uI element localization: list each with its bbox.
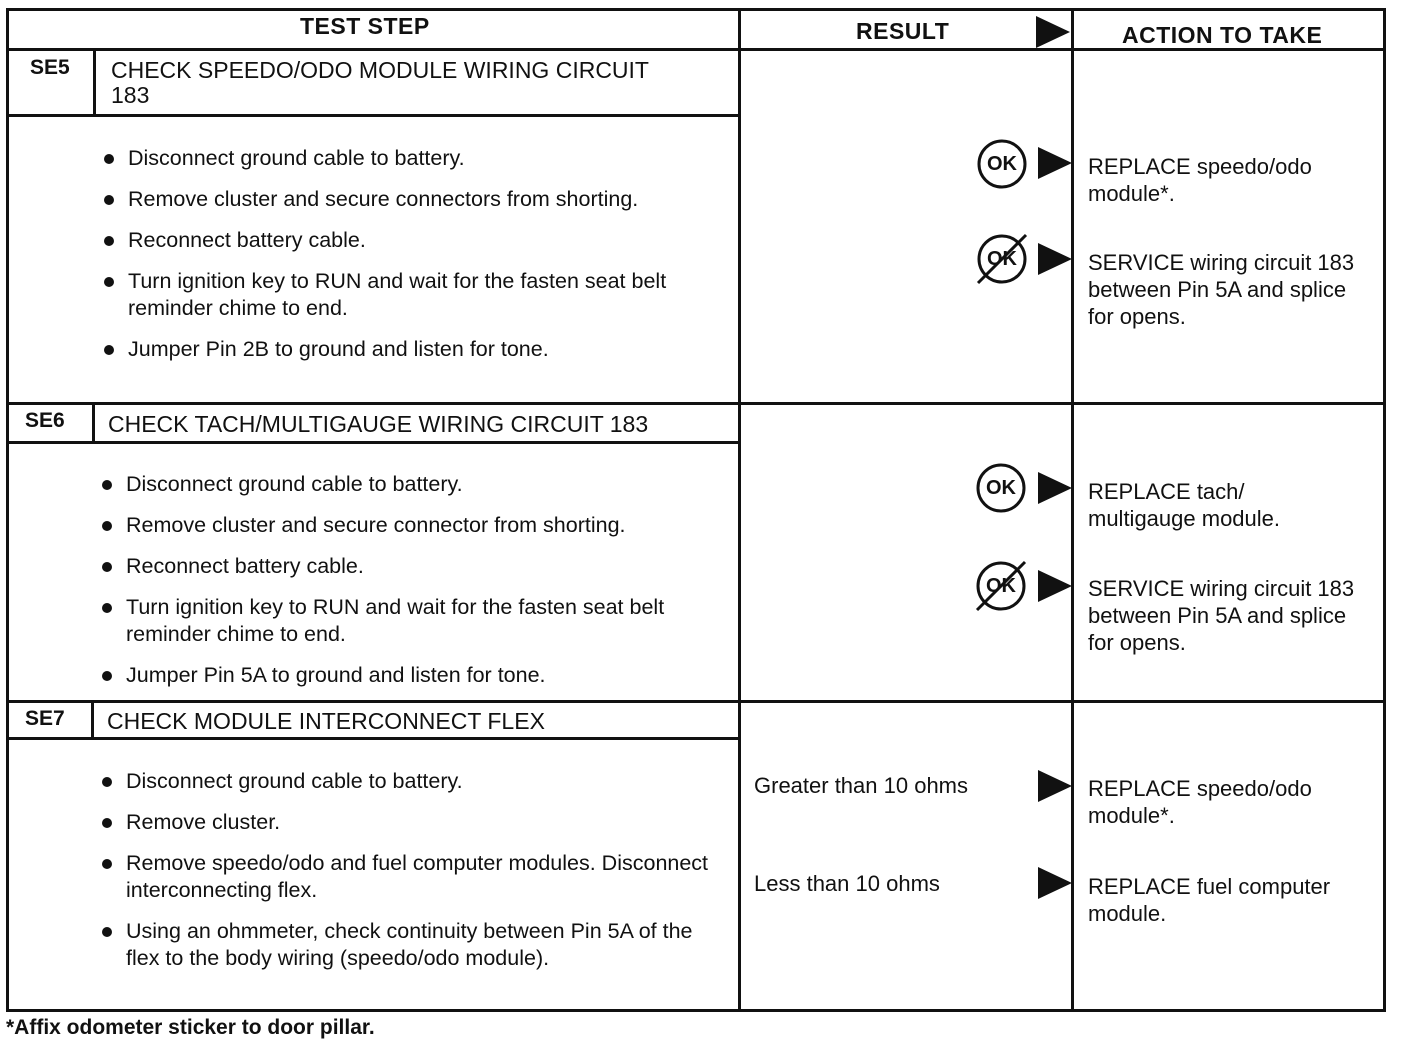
code-divider-se7 [91, 700, 94, 739]
result-text: Less than 10 ohms [754, 871, 940, 896]
bullet-item: Remove cluster and secure connector from shorting. [100, 512, 730, 539]
bullet-item: Disconnect ground cable to battery. [102, 145, 712, 172]
title-box-bottom-se7 [6, 737, 741, 740]
bullet-item: Remove cluster. [100, 809, 710, 836]
ok-icon [976, 138, 1028, 190]
footnote: *Affix odometer sticker to door pillar. [6, 1016, 375, 1039]
bullet-item: Jumper Pin 5A to ground and listen for tone. [100, 662, 730, 689]
step-title-se6: CHECK TACH/MULTIGAUGE WIRING CIRCUIT 183 [108, 411, 649, 437]
bullet-item: Using an ohmmeter, check continuity between Pin 5A of the flex to the body wiring (speedo/odo module). [100, 918, 710, 972]
bullet-item: Disconnect ground cable to battery. [100, 768, 710, 795]
step-title-line2: 183 [111, 82, 150, 108]
bullet-item: Reconnect battery cable. [100, 553, 730, 580]
action-text: REPLACE tach/ multigauge module. [1088, 479, 1281, 531]
result-arrow-icon [1038, 147, 1072, 179]
bullet-item: Jumper Pin 2B to ground and listen for tone. [102, 336, 712, 363]
code-divider-se5 [93, 48, 96, 116]
result-arrow-icon [1038, 867, 1072, 899]
ok-icon [975, 462, 1027, 514]
not-ok-icon [976, 233, 1028, 285]
title-box-bottom-se5 [6, 114, 741, 117]
header-arrow-icon [1036, 16, 1070, 48]
result-arrow-icon [1038, 770, 1072, 802]
step-title-se7: CHECK MODULE INTERCONNECT FLEX [107, 708, 545, 734]
ok-label: OK [986, 477, 1016, 499]
title-box-bottom-se6 [6, 441, 741, 444]
ok-label: OK [987, 153, 1017, 175]
result-arrow-icon [1038, 472, 1072, 504]
step-bullets-se6 [100, 471, 730, 703]
bullet-item: Remove speedo/odo and fuel computer modules. Disconnect interconnecting flex. [100, 850, 710, 904]
step-code-se5: SE5 [30, 56, 70, 79]
bullet-item: Turn ignition key to RUN and wait for the fasten seat belt reminder chime to end. [100, 594, 730, 648]
not-ok-label: OK [986, 575, 1016, 597]
action-text: REPLACE speedo/odo module*. [1088, 154, 1312, 206]
step-code-se6: SE6 [25, 409, 65, 432]
result-text: Greater than 10 ohms [754, 773, 969, 798]
section-divider-se6 [6, 402, 1386, 405]
code-divider-se6 [92, 402, 95, 443]
bullet-item: Turn ignition key to RUN and wait for the fasten seat belt reminder chime to end. [102, 268, 712, 322]
step-bullets-se5 [102, 145, 712, 377]
column-divider-result [738, 8, 741, 1012]
result-arrow-icon [1038, 570, 1072, 602]
header-result: RESULT [856, 18, 950, 44]
not-ok-icon [975, 560, 1027, 612]
result-arrow-icon [1038, 243, 1072, 275]
header-action: ACTION TO TAKE [1122, 22, 1323, 48]
header-test-step: TEST STEP [300, 13, 430, 39]
step-bullets-se7 [100, 768, 710, 986]
bullet-item: Reconnect battery cable. [102, 227, 712, 254]
action-text: REPLACE speedo/odo module*. [1088, 776, 1312, 828]
step-code-se7: SE7 [25, 707, 65, 730]
action-text: REPLACE fuel computer module. [1088, 874, 1331, 926]
action-text: SERVICE wiring circuit 183 between Pin 5A and splice for opens. [1088, 576, 1355, 655]
not-ok-label: OK [987, 248, 1017, 270]
step-title-se5 [111, 58, 649, 108]
bullet-item: Disconnect ground cable to battery. [100, 471, 730, 498]
bullet-item: Remove cluster and secure connectors from shorting. [102, 186, 712, 213]
action-text: SERVICE wiring circuit 183 between Pin 5A and splice for opens. [1088, 250, 1355, 329]
step-title-line1: CHECK SPEEDO/ODO MODULE WIRING CIRCUIT [111, 57, 649, 83]
